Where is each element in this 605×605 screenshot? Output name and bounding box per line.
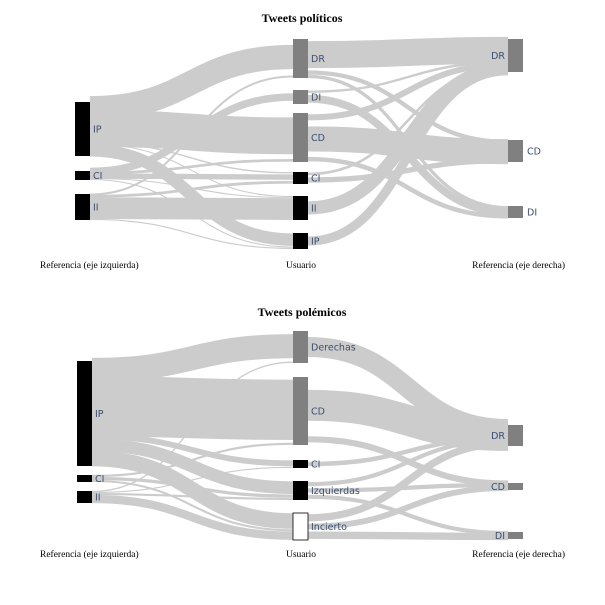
flow-link-m_cd-to-r_dr	[308, 405, 508, 435]
node-label-m_der: Derechas	[311, 342, 356, 354]
axis-label-left: Referencia (eje izquierda)	[40, 550, 139, 560]
node-m_cd	[293, 377, 308, 445]
node-r_di	[508, 206, 523, 218]
diagram-title: Tweets políticos	[261, 11, 343, 25]
node-l_ci	[75, 171, 90, 180]
node-label-r_cd: CD	[527, 146, 541, 158]
node-label-m_ci: CI	[311, 173, 321, 185]
node-r_dr	[508, 39, 523, 72]
node-m_izq	[293, 481, 308, 500]
node-label-l_ci: CI	[93, 171, 103, 182]
node-m_dr	[293, 39, 308, 78]
node-l_ii	[77, 491, 92, 503]
node-label-m_izq: Izquierdas	[311, 486, 360, 497]
node-l_ip	[75, 102, 90, 156]
node-label-l_ci: CI	[95, 474, 105, 485]
node-m_ii	[293, 196, 308, 220]
node-m_ip	[293, 233, 308, 249]
flow-link-l_ci-to-m_ci	[90, 176, 293, 177]
axis-label-middle: Usuario	[285, 550, 317, 560]
node-label-m_di: DI	[311, 92, 322, 104]
node-label-m_ii: II	[311, 203, 317, 215]
node-r_cd	[508, 140, 523, 162]
controversial-tweets-diagram	[40, 305, 565, 560]
node-label-r_di: DI	[527, 207, 538, 219]
diagram-title: Tweets polémicos	[257, 305, 347, 319]
axis-label-left: Referencia (eje izquierda)	[40, 261, 139, 271]
node-label-r_dr: DR	[491, 431, 505, 442]
node-l_ii	[75, 194, 90, 220]
axis-label-right: Referencia (eje derecha)	[472, 550, 565, 560]
political-tweets-diagram	[40, 11, 565, 271]
node-m_inc	[293, 513, 308, 540]
node-label-m_cd: CD	[311, 406, 325, 418]
node-l_ci	[77, 475, 92, 482]
node-m_cd	[293, 113, 308, 162]
node-label-l_ii: II	[93, 202, 99, 214]
node-label-r_dr: DR	[491, 51, 505, 62]
axis-label-middle: Usuario	[285, 261, 317, 271]
node-label-m_ip: IP	[311, 236, 320, 248]
node-label-r_di: DI	[494, 531, 505, 542]
flow-link-l_ii-to-m_ii	[90, 208, 293, 209]
node-label-m_cd: CD	[311, 133, 325, 144]
flow-link-m_inc-to-r_di	[308, 535, 508, 536]
node-r_dr	[508, 425, 523, 446]
node-label-r_cd: CD	[491, 482, 505, 493]
node-label-m_ci: CI	[311, 459, 321, 471]
node-label-l_ip: IP	[93, 124, 102, 136]
node-m_di	[293, 90, 308, 104]
node-m_ci	[293, 172, 308, 184]
node-label-m_dr: DR	[311, 54, 325, 65]
node-r_di	[508, 532, 523, 539]
axis-label-right: Referencia (eje derecha)	[472, 261, 565, 271]
node-r_cd	[508, 483, 523, 490]
node-label-l_ii: II	[95, 492, 101, 504]
node-l_ip	[77, 361, 92, 466]
flow-link-m_dr-to-r_dr	[308, 50, 508, 54]
node-label-m_inc: Incierto	[311, 522, 347, 533]
node-m_der	[293, 331, 308, 363]
node-m_ci	[293, 460, 308, 468]
flow-link-l_ip-to-m_cd	[92, 407, 293, 410]
node-label-l_ip: IP	[95, 409, 104, 420]
